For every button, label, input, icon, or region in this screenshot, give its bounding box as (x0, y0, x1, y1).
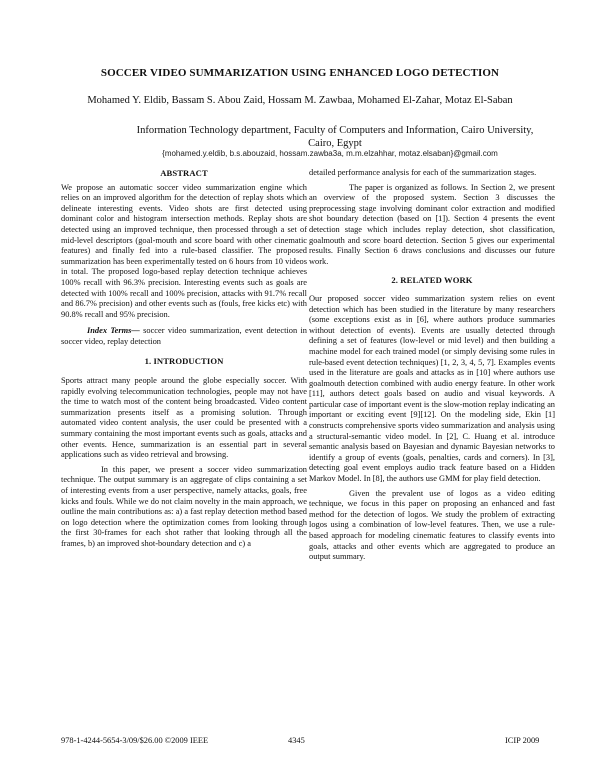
related-work-paragraph-1: Our proposed soccer video summarization system relies on event detection which has been studied in the literature by many researchers (some exceptions exist as in [6], where authors produce summaries without detection of events). Events are usually detected through defining a set of features (low-level or mid level) and then building a machine model for each trained model (or simply devising some rules in rule-based event detection techniques) [1, 2, 3, 4, 5, 7]. Examples events used in the literature are goals and attacks as in [10] where authors use goalmouth detection combined with audio energy feature. In other work [11], authors detect goals based on audio and visual keywords. A particular case of important event is the slow-motion replay indicating an important or exciting event [9][12]. On the modeling side, Ekin [1] constructs comprehensive sports video summarization and analysis using a structural-semantic video model. In [2], C. Huang et al. introduce semantic analysis based on Bayesian and dynamic Bayesian networks to identify a group of events (goals, penalties, cards and corners). In [3], detecting goal event employs audio track feature based on a Hidden Markov Model. In [8], the authors use GMM for play field detection. (309, 293, 555, 484)
related-work-heading: 2. RELATED WORK (391, 275, 473, 286)
author-list: Mohamed Y. Eldib, Bassam S. Abou Zaid, Hossam M. Zawbaa, Mohamed El-Zahar, Motaz El-Saban (87, 95, 513, 106)
index-terms-label: Index Terms— (87, 326, 140, 336)
abstract-heading: ABSTRACT (160, 168, 208, 178)
affiliation: Information Technology department, Faculty of Computers and Information, Cairo University, Cairo, Egypt (136, 125, 534, 149)
index-terms-text: soccer video summarization, event detection in soccer video, replay detection (61, 326, 307, 346)
related-work-paragraph-2: Given the prevalent use of logos as a video editing technique, we focus in this paper on proposing an enhanced and fast method for the detection of logos. We study the problem of extracting logos using a combination of low-level features. Then, we use a rule-based approach for modeling cinematic features to classify events into goals, attacks and other events which are aggregated to produce an output summary. (309, 488, 555, 562)
intro-paragraph-2: In this paper, we present a soccer video summarization technique. The output summary is an aggregate of clips containing a set of interesting events from a user perspective, namely attacks, goals, free kicks and fouls. While we do not claim novelty in the main approach, we outline the main contributions as: a) a fast replay detection method based on logo detection where the optimization comes from looking through the first 30-frames for each shot rather that looking through all the frames, b) an improved shot-boundary detection and c) a (61, 464, 307, 548)
footer-conference: ICIP 2009 (505, 736, 540, 745)
abstract-text: We propose an automatic soccer video summarization engine which relies on an improved algorithm for the detection of replay shots which delineate interesting events. Video shots are first detected using dominant color and histogram intersection methods. Replay shots are detected using an improved technique, then processed through a set of mid-level descriptors (goal-mouth and score board with other cinematic features) and finally fed into a rule-based classifier. The proposed summarization has been experimentally tested on 6 hours from 10 videos in total. The proposed logo-based replay detection technique achieves 100% recall with 96.3% precision. Interesting events such as goals are detected with 100% recall and 100% precision, attacks with 91.7% recall and 86.7% precision) and other events such as (fouls, free kicks etc) with 90.8% recall and 95% precision. (61, 182, 307, 319)
index-terms (61, 326, 307, 347)
paper-title: SOCCER VIDEO SUMMARIZATION USING ENHANCED LOGO DETECTION (100, 67, 500, 79)
intro-paragraph-3: detailed performance analysis for each of the summarization stages. (309, 168, 537, 177)
intro-paragraph-1: Sports attract many people around the globe especially soccer. With rapidly evolving telecommunication technologies, people may not have the time to watch most of the content being broadcasted. Video content summarization presents itself as a promising solution. Through automated video content analysis, the user could be presented with a summary containing the most important events such as goals, attacks and other events. Hence, summarization is an essential part in several applications such as video retrieval and browsing. (61, 376, 307, 460)
footer-copyright: 978-1-4244-5654-3/09/$26.00 ©2009 IEEE (61, 736, 209, 745)
right-column (309, 168, 555, 563)
footer-page-number: 4345 (288, 736, 305, 745)
intro-paragraph-4: The paper is organized as follows. In Section 2, we present an overview of the proposed system. Section 3 discusses the preprocessing stage involving dominant color extraction and modified shot boundary detection (based on [1]). Section 4 presents the event detection stage which includes replay detection, shot classification, goalmouth and score board detection. Section 5 gives our experimental results. Finally Section 6 draws conclusions and discusses our future work. (309, 182, 555, 266)
left-column (61, 168, 307, 550)
intro-heading: 1. INTRODUCTION (144, 355, 224, 366)
author-emails: {mohamed.y.eldib, b.s.abouzaid, hossam.zawba3a, m.m.elzahhar, motaz.elsaban}@gmail.com (162, 149, 498, 158)
